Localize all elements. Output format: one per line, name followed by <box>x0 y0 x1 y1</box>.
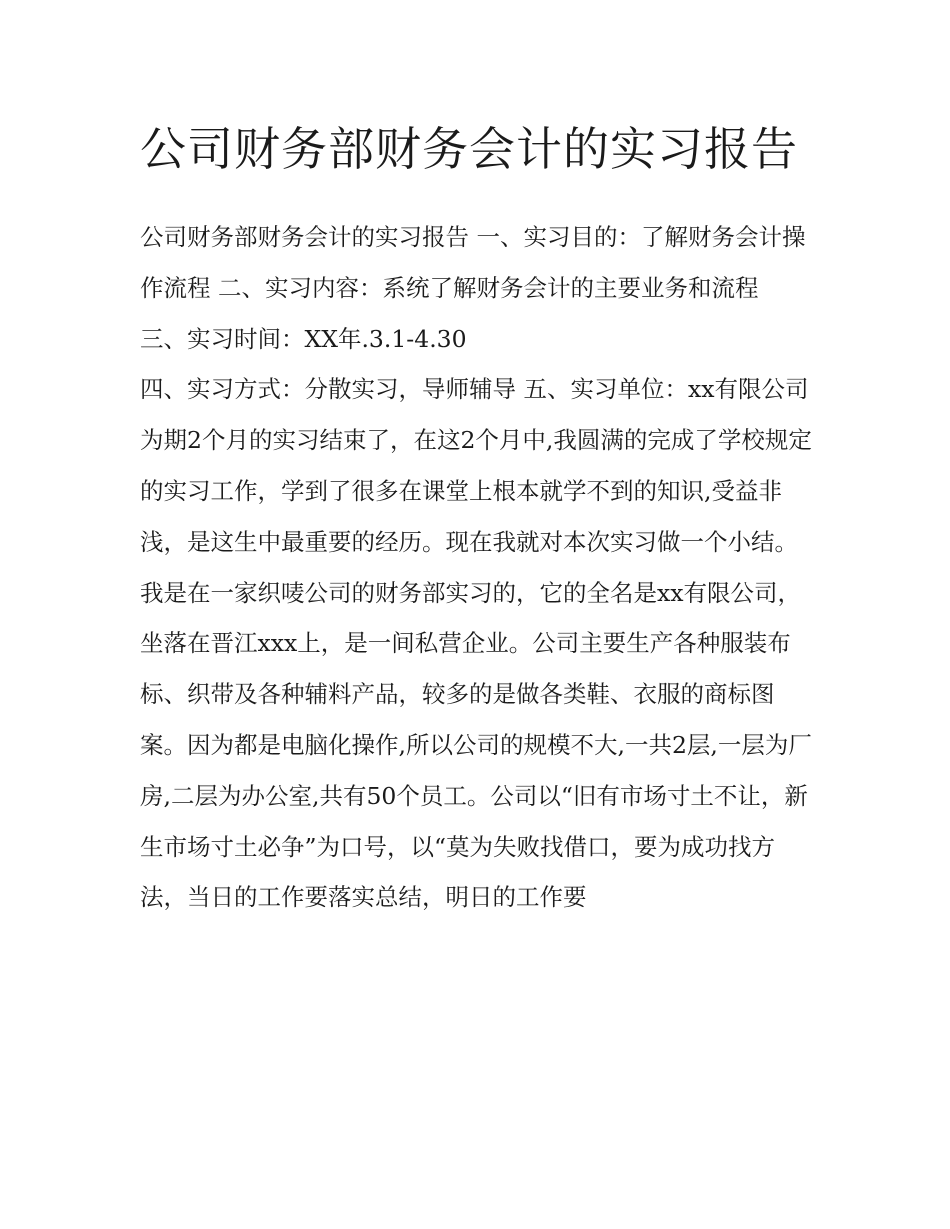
document-body <box>140 212 812 923</box>
document-title: 公司财务部财务会计的实习报告 <box>140 122 798 176</box>
document-content <box>140 112 812 923</box>
paragraph-summary-intro: 为期2个月的实习结束了，在这2个月中,我圆满的完成了学校规定的实习工作，学到了很多在课堂上根本就学不到的知识,受益非浅，是这生中最重要的经历。现在我就对本次实习做一个小结。 <box>140 426 812 556</box>
paragraph-internship-overview: 公司财务部财务会计的实习报告 一、实习目的：了解财务会计操作流程 二、实习内容：系统了解财务会计的主要业务和流程 三、实习时间：XX年.3.1-4.30 <box>140 223 806 353</box>
paragraph-internship-method: 四、实习方式：分散实习，导师辅导 五、实习单位：xx有限公司 <box>140 375 809 404</box>
paragraph-company-description: 我是在一家织唛公司的财务部实习的，它的全名是xx有限公司，坐落在晋江xxx上，是一间私营企业。公司主要生产各种服装布标、织带及各种辅料产品，较多的是做各类鞋、衣服的商标图案。因为都是电脑化操作,所以公司的规模不大,一共2层,一层为厂房,二层为办公室,共有50个员工。公司以“旧有市场寸土不让，新生市场寸土必争”为口号，以“莫为失败找借口，要为成功找方法，当日的工作要落实总结，明日的工作要 <box>140 578 812 912</box>
